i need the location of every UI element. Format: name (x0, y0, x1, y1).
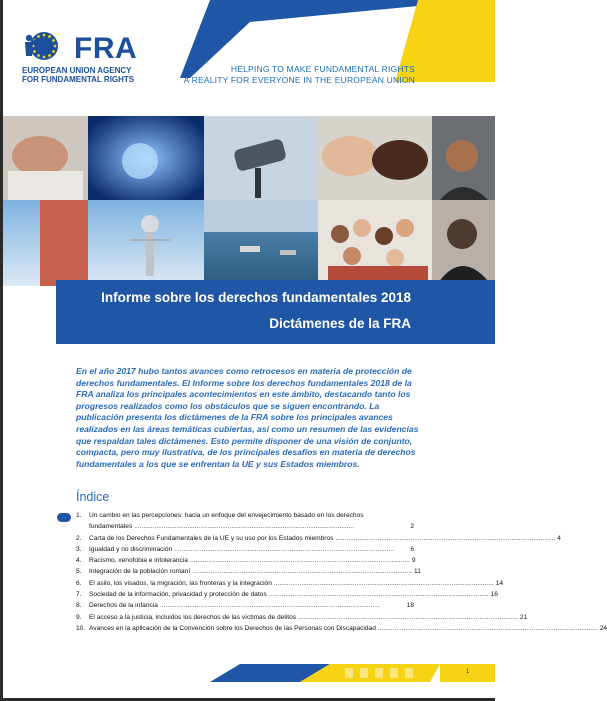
toc-item-8[interactable] (76, 600, 414, 611)
toc-item-2[interactable] (76, 533, 561, 544)
toc-item-1[interactable] (76, 510, 414, 533)
tagline-line-2: A REALITY FOR EVERYONE IN THE EUROPEAN UNION (183, 75, 415, 85)
toc-item-10[interactable] (76, 623, 607, 634)
toc-item-page: 11 (414, 568, 421, 576)
fra-logo (22, 26, 152, 82)
toc-item-page: 24 (599, 624, 607, 632)
photo-fist-bump (318, 116, 432, 200)
toc-item-number: 1. (76, 512, 82, 519)
toc-leader-dots: ........................................................................................................................ (298, 613, 518, 621)
toc-item-page: 2 (410, 523, 414, 531)
photo-woman-portrait (432, 116, 495, 200)
toc-leader-dots: ........................................................................................................................ (335, 534, 556, 542)
toc-item-title: Avances en la aplicación de la Convención sobre los Derechos de las Personas con Discapacidad (89, 624, 376, 632)
logo-acronym: FRA (74, 32, 138, 65)
toc-item-page: 18 (406, 602, 414, 610)
table-of-contents (76, 510, 607, 634)
toc-leader-dots: ........................................................................................................................ (134, 523, 355, 531)
toc-item-page: 4 (557, 534, 561, 542)
photo-collage (0, 116, 495, 286)
eu-stars-figure-icon (22, 30, 72, 62)
photo-boats-sea (204, 200, 318, 286)
toc-item-number: 4. (76, 557, 82, 565)
photo-security-camera (204, 116, 318, 200)
toc-item-number: 3. (76, 545, 82, 553)
toc-item-page: 6 (410, 545, 414, 553)
photo-justice-statue (0, 200, 204, 286)
toc-item-page: 16 (490, 591, 498, 599)
toc-item-title: Un cambio en las percepciones: hacia un enfoque del envejecimiento basado en los derechos (89, 512, 364, 519)
toc-item-number: 9. (76, 613, 82, 621)
toc-item-page: 9 (411, 557, 416, 565)
toc-item-number: 10. (76, 624, 86, 632)
photo-dna-blue (88, 116, 204, 200)
photo-man-back (432, 200, 495, 286)
toc-item-9[interactable] (76, 612, 528, 623)
toc-item-title: Igualdad y no discriminación (89, 545, 173, 553)
report-title: Informe sobre los derechos fundamentales 2018 (101, 290, 411, 305)
toc-item-5[interactable] (76, 566, 421, 577)
toc-leader-dots: ........................................................................................................................ (377, 624, 598, 632)
toc-item-number: 5. (76, 568, 82, 576)
photo-person-lying (0, 116, 88, 200)
tagline-line-1: HELPING TO MAKE FUNDAMENTAL RIGHTS (230, 64, 415, 74)
toc-item-title: Racismo, xenofobia e intolerancia (89, 557, 188, 565)
photo-crowd (318, 200, 432, 286)
toc-heading: Índice (76, 490, 110, 504)
toc-leader-dots: ........................................................................................................................ (192, 568, 413, 576)
logo-line-1: EUROPEAN UNION AGENCY (22, 66, 132, 75)
toc-leader-dots: ........................................................................................................................ (159, 602, 380, 610)
toc-item-page: 14 (495, 579, 504, 587)
toc-item-7[interactable] (76, 589, 498, 600)
logo-line-2: FOR FUNDAMENTAL RIGHTS (22, 75, 135, 84)
intro-paragraph: En el año 2017 hubo tantos avances como retrocesos en materia de protección de derechos fundamentales. El Informe sobre los derechos fundamentales 2018 de la FRA analiza los principales acontecimientos en este ámbito, destacando tanto los progresos realizados como los obstáculos que se siguen encontrando. La publicación presenta los dictámenes de la FRA sobre los principales avances realizados en las áreas temáticas cubiertas, así como un resumen de las evidencias que respaldan tales dictámenes. Esto permite disponer de una visión de conjunto, compacta, pero muy ilustrativa, de los principales desafíos en materia de derechos fundamentales a los que se enfrentan la UE y sus Estados miembros. (76, 366, 419, 469)
toc-item-title: Integración de la población romaní (89, 568, 191, 576)
toc-item-title: El asilo, los visados, la migración, las fronteras y la integración (89, 579, 272, 587)
toc-item-page: 21 (519, 613, 528, 621)
toc-item-title: Carta de los Derechos Fundamentales de la UE y su uso por los Estados miembros (89, 534, 334, 542)
toc-leader-dots: ........................................................................................................................ (174, 545, 395, 553)
toc-leader-dots: ........................................................................................................................ (273, 579, 494, 587)
toc-item-number: 8. (76, 602, 82, 610)
toc-item-number: 2. (76, 534, 82, 542)
footer-bar (0, 664, 495, 682)
toc-item-6[interactable] (76, 578, 504, 589)
report-subtitle: Dictámenes de la FRA (269, 316, 411, 331)
toc-item-number: 7. (76, 591, 82, 599)
toc-item-3[interactable] (76, 544, 414, 555)
toc-leader-dots: ........................................................................................................................ (268, 591, 489, 599)
toc-item-title: Derechos de la infancia (89, 602, 158, 610)
page-number: 1 (466, 669, 470, 675)
toc-item-4[interactable] (76, 555, 414, 566)
toc-item-title: El acceso a la justicia, incluidos los derechos de las víctimas de delitos (89, 613, 297, 621)
toc-bullet-icon (57, 513, 71, 522)
toc-leader-dots: ........................................................................................................................ (189, 557, 410, 565)
page-left-border (0, 0, 3, 701)
toc-item-title: Sociedad de la información, privacidad y protección de datos (89, 591, 267, 599)
tagline (184, 64, 415, 86)
toc-item-title-cont: fundamentales (89, 523, 133, 531)
toc-item-number: 6. (76, 579, 82, 587)
